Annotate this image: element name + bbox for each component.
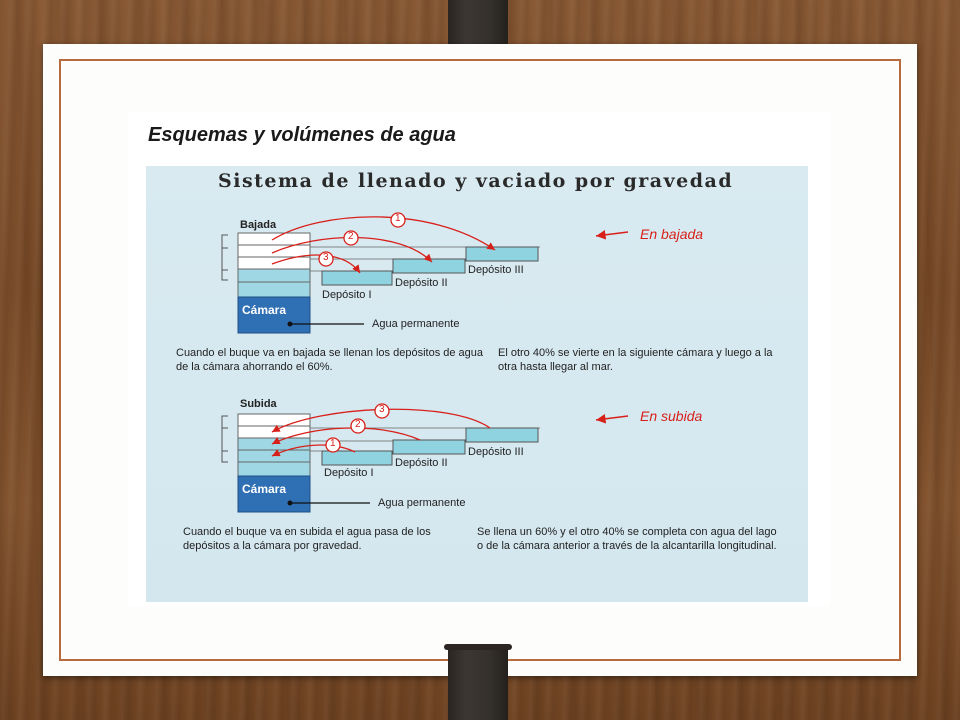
subida-deposit-1 (322, 451, 392, 465)
bajada-level-2 (238, 245, 310, 257)
bajada-level-4 (238, 269, 310, 282)
bajada-deposit-3-label: Depósito III (468, 264, 524, 276)
subida-tag-arrow (596, 416, 628, 420)
bajada-pointer-dot (288, 322, 293, 327)
diagram-title: Sistema de llenado y vaciado por gravedad (218, 170, 734, 192)
subida-deposit-2-label: Depósito II (395, 457, 448, 469)
subida-chamber-label: Cámara (242, 482, 287, 496)
bajada-deposit-2-label: Depósito II (395, 277, 448, 289)
subida-level-3 (238, 438, 310, 450)
subida-deposit-3 (466, 428, 538, 442)
bajada-deposit-2 (393, 259, 465, 273)
subida-desc-left: Cuando el buque va en subida el agua pasa de los depósitos a la cámara por gravedad. (183, 526, 431, 552)
bajada-num-1: 1 (395, 213, 401, 224)
subida-num-1: 1 (330, 438, 336, 449)
bajada-deposit-1-label: Depósito I (322, 289, 372, 301)
bajada-desc-left: Cuando el buque va en bajada se llenan los depósitos de agua de la cámara ahorrando el 60%. (176, 347, 484, 373)
bajada-deposit-1 (322, 271, 392, 285)
figure-heading: Esquemas y volúmenes de agua (148, 124, 456, 146)
subida-level-1 (238, 414, 310, 426)
subida-level-4 (238, 450, 310, 462)
subida-num-2: 2 (355, 419, 361, 430)
subida-deposit-3-label: Depósito III (468, 446, 524, 458)
bajada-label: Bajada (240, 219, 277, 231)
subida-level-2 (238, 426, 310, 438)
subida-water-label: Agua permanente (378, 497, 466, 509)
subida-bracket (222, 416, 228, 462)
subida-tag: En subida (640, 408, 703, 424)
subida-level-5 (238, 462, 310, 476)
bajada-deposit-3 (466, 247, 538, 261)
subida-label: Subida (240, 398, 277, 410)
bajada-tag-arrow (596, 232, 628, 236)
subida-deposit-1-label: Depósito I (324, 467, 374, 479)
subida-pointer-dot (288, 501, 293, 506)
bajada-bracket (222, 235, 228, 280)
subida-deposit-2 (393, 440, 465, 454)
bajada-num-3: 3 (323, 252, 329, 263)
subida-num-3: 3 (379, 404, 385, 415)
bajada-level-5 (238, 282, 310, 297)
subida-desc-right: Se llena un 60% y el otro 40% se completa con agua del lago o de la cámara anterior a través de la alcantarilla longitudinal. (477, 526, 777, 552)
bajada-chamber-label: Cámara (242, 303, 287, 317)
bajada-tag: En bajada (640, 226, 704, 242)
bajada-num-2: 2 (348, 231, 354, 242)
bajada-water-label: Agua permanente (372, 318, 460, 330)
bajada-desc-right: El otro 40% se vierte en la siguiente cámara y luego a la otra hasta llegar al mar. (498, 347, 773, 373)
